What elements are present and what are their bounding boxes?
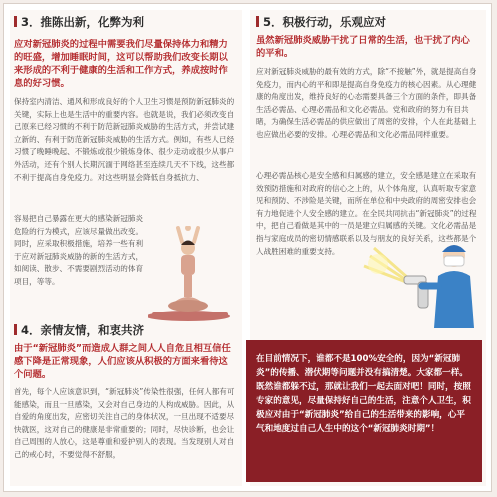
section3-body-wide: 保持室内清洁、通风和形成良好的个人卫生习惯是预防新冠肺炎的关键，实际上也是生活中的重要内容。也就是说，我们必须改变自己原来已经习惯的不利于防范新冠肺炎威胁的生活方式，并尝试建立新的、有利于防范新冠肺炎威胁的生活方式。例如，有些人已经习惯了晚睡晚起、不锻炼或很少锻炼身体、很少走动或很少从事户外活动，还有个别人长期沉湎于网络甚至连续几天不下线，这些都不利于提高自身免疫力。对这些明显会降低自身抵抗力、	[14, 97, 235, 182]
doctor-spraying-illustration	[350, 236, 482, 328]
section3-body-narrow: 容易把自己暴露在更大的感染新冠肺炎危险的行为模式，应该尽量做出改变。同时，应采取积极措施，培养一些有利于应对新冠肺炎威胁的新的生活方式，如阅读、散步、不需要剧烈活动的体育项目，等等。	[14, 214, 144, 286]
section-marker	[14, 16, 17, 27]
summary-callout-text: 在目前情况下，谁都不是100%安全的，因为“新冠肺炎”的传播、潜伏期等问题并没有搞清楚。大家都一样。既然谁都躲不过，那就让我们一起去面对吧！同时，按照专家的意见，尽量保持好自己的生活，注意个人卫生，积极应对由于“新冠肺炎”给自己的生活带来的影响，心平气和地度过自己人生中的这个“新冠肺炎时期”！	[256, 354, 471, 434]
section5-lead: 虽然新冠肺炎威胁干扰了日常的生活，也干扰了内心的平和。	[256, 35, 470, 59]
section4-title	[14, 322, 144, 338]
section3-lead: 应对新冠肺炎的过程中需要我们尽量保持体力和精力的旺盛，增加睡眠时间，这可以帮助我们改变长期以来形成的不利于健康的生活和工作方式，养成按时作息的好习惯。	[14, 39, 228, 89]
yoga-woman-illustration	[148, 226, 234, 322]
section-marker	[256, 16, 259, 27]
section-marker	[14, 324, 17, 335]
section5-title	[256, 14, 386, 30]
section3-title	[14, 14, 144, 30]
section3-title-text: 3．推陈出新，化弊为利	[21, 15, 145, 29]
section4-body: 首先，每个人应该意识到，“新冠肺炎”传染性很强，任何人都有可能感染，而且一旦感染，又会对自己身边的人构成威胁。因此，从自爱的角度出发，应密切关注自己的身体状况，一旦出现不适要尽快就医，这对自己的健康是非常重要的；同时，尽快诊断，也会让自己周围的人放心，这是尊重和爱护别人的表现。当发现别人对自己的戒心时，不要觉得不舒服，	[14, 387, 235, 459]
section4-title-text: 4．亲情友情，和衷共济	[21, 323, 145, 337]
section4-lead: 由于“新冠肺炎”而造成人群之间人人自危且相互信任感下降是正常现象，人们应该从积极的方面来看待这个问题。	[14, 343, 231, 380]
section5-body-narrow: 心理必需品核心是安全感和归属感的建立，安全感是建立在采取有效预防措施和对政府的信心之上的，从个体角度，认真听取专家意见和预防、不涉险是关键，而所在单位和中央政府的周密安排也会有力地促进个人安全感的建立。在全民共同抗击“新冠肺炎”的过程中，把自己看做是其中的一员是建立归属感的关键。文化必需品是指与家庭成员的密切情感联系以及与朋友的良好关系，这些都是个人战胜困难的重要支持。	[256, 171, 477, 256]
section5-body-wide: 应对新冠肺炎威胁的最有效的方式，除“不接触”外，就是提高自身免疫力，而内心的平和即是提高自身免疫力的核心因素。从心理健康的角度出发，维持良好的心态需要具备三个方面的条件，即具备生活必需品、心理必需品和文化必需品。党和政府的努力有目共睹，为确保生活必需品的供应做出了周密的安排，个人在此基础上也应做出必要的安排。心理必需品和文化必需品同样重要。	[256, 67, 477, 139]
section5-title-text: 5．积极行动，乐观应对	[263, 15, 387, 29]
summary-callout	[246, 340, 482, 482]
